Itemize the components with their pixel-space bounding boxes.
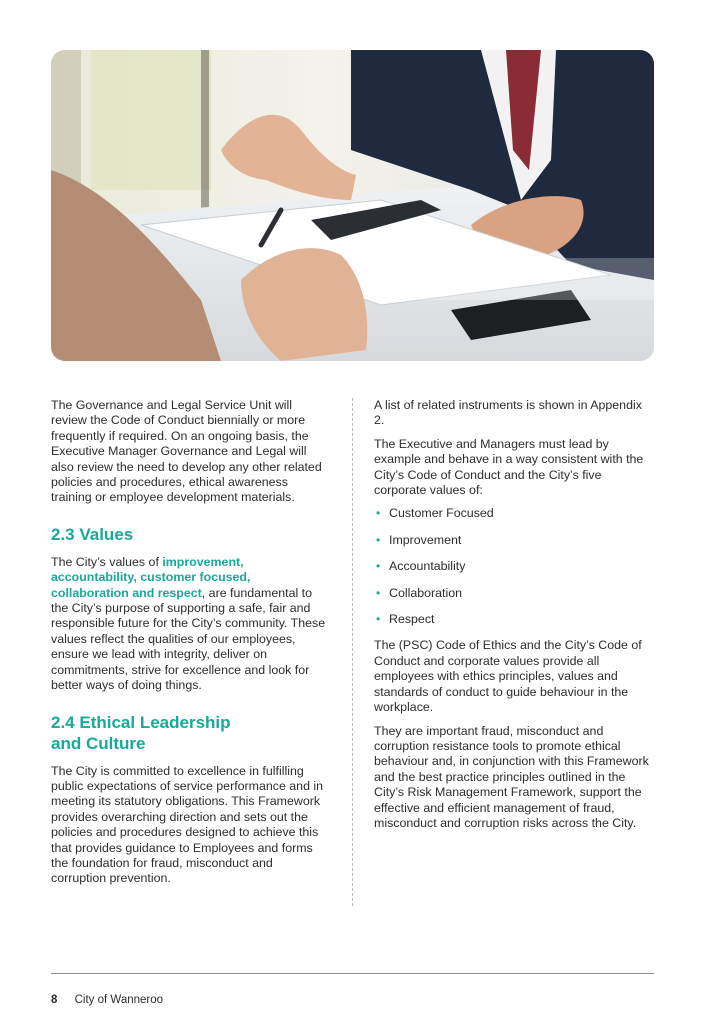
resistance-tools-paragraph: They are important fraud, misconduct and corruption resistance tools to promote ethical behaviour and, in conjunction with this Framework and the best practice principles outlined in the City’s Risk Management Framework, support the effective and efficient management of fraud, misconduct and corruption risks across the City. xyxy=(374,723,649,830)
column-divider xyxy=(352,398,353,906)
left-column xyxy=(51,398,331,895)
list-item: • Improvement xyxy=(376,532,462,547)
bullet-icon: • xyxy=(376,612,381,627)
list-item: • Customer Focused xyxy=(376,506,494,521)
bullet-icon: • xyxy=(376,585,381,600)
corporate-values-list xyxy=(374,506,649,627)
ethical-leadership-paragraph: The City is committed to excellence in fulfilling public expectations of service performance and in meeting its statutory obligations. This Framework provides overarching direction and sets out the policies and procedures designed to achieve this that provides guidance to Employees and forms the foundation for fraud, misconduct and corruption prevention. xyxy=(51,763,324,886)
ethical-leadership-heading: 2.4 Ethical Leadership and Culture xyxy=(51,712,231,753)
appendix-paragraph: A list of related instruments is shown in Appendix 2. xyxy=(374,398,642,428)
business-meeting-illustration xyxy=(51,50,654,361)
list-item: • Collaboration xyxy=(376,585,463,600)
list-item: • Respect xyxy=(376,612,435,627)
values-heading: 2.3 Values xyxy=(51,524,134,544)
right-column xyxy=(374,398,649,839)
intro-paragraph: The Governance and Legal Service Unit will review the Code of Conduct biennially or more frequently if required. On an ongoing basis, the Executive Manager Governance and Legal will also review the need to develop any other related policies and procedures, ethical awareness training or employee development materials. xyxy=(51,398,322,505)
istock-watermark xyxy=(421,264,479,294)
header-photo xyxy=(51,50,654,361)
bullet-icon: • xyxy=(376,532,381,547)
page-number: 8 xyxy=(51,994,58,1006)
code-of-ethics-paragraph: The (PSC) Code of Ethics and the City’s Code of Conduct and corporate values provide all employees with ethics principles, values and standards of conduct to guide behaviour in the workplace. xyxy=(374,638,642,715)
values-highlight: improvement, accountability, customer focused, collaboration and respect xyxy=(51,554,251,600)
istock-logo: iStock xyxy=(421,263,473,282)
values-paragraph: The City’s values of improvement, accountability, customer focused, collaboration and respect, are fundamental to the City’s purpose of supporting a safe, fair and responsible future for the City’s community. These values reflect the qualities of our employees, ensure we lead with integrity, deliver on commitments, strive for excellence and look for better ways of doing things. xyxy=(51,554,326,693)
footer-organisation: City of Wanneroo xyxy=(74,994,164,1006)
footer-divider xyxy=(51,973,654,974)
page-footer xyxy=(51,994,163,1006)
bullet-icon: • xyxy=(376,506,381,521)
corporate-values-intro: The Executive and Managers must lead by example and behave in a way consistent with the City’s Code of Conduct and the City’s five corporate values of: xyxy=(374,436,644,498)
list-item: • Accountability xyxy=(376,559,466,574)
istock-credit: Credit: ijeab xyxy=(421,282,479,293)
bullet-icon: • xyxy=(376,559,381,574)
